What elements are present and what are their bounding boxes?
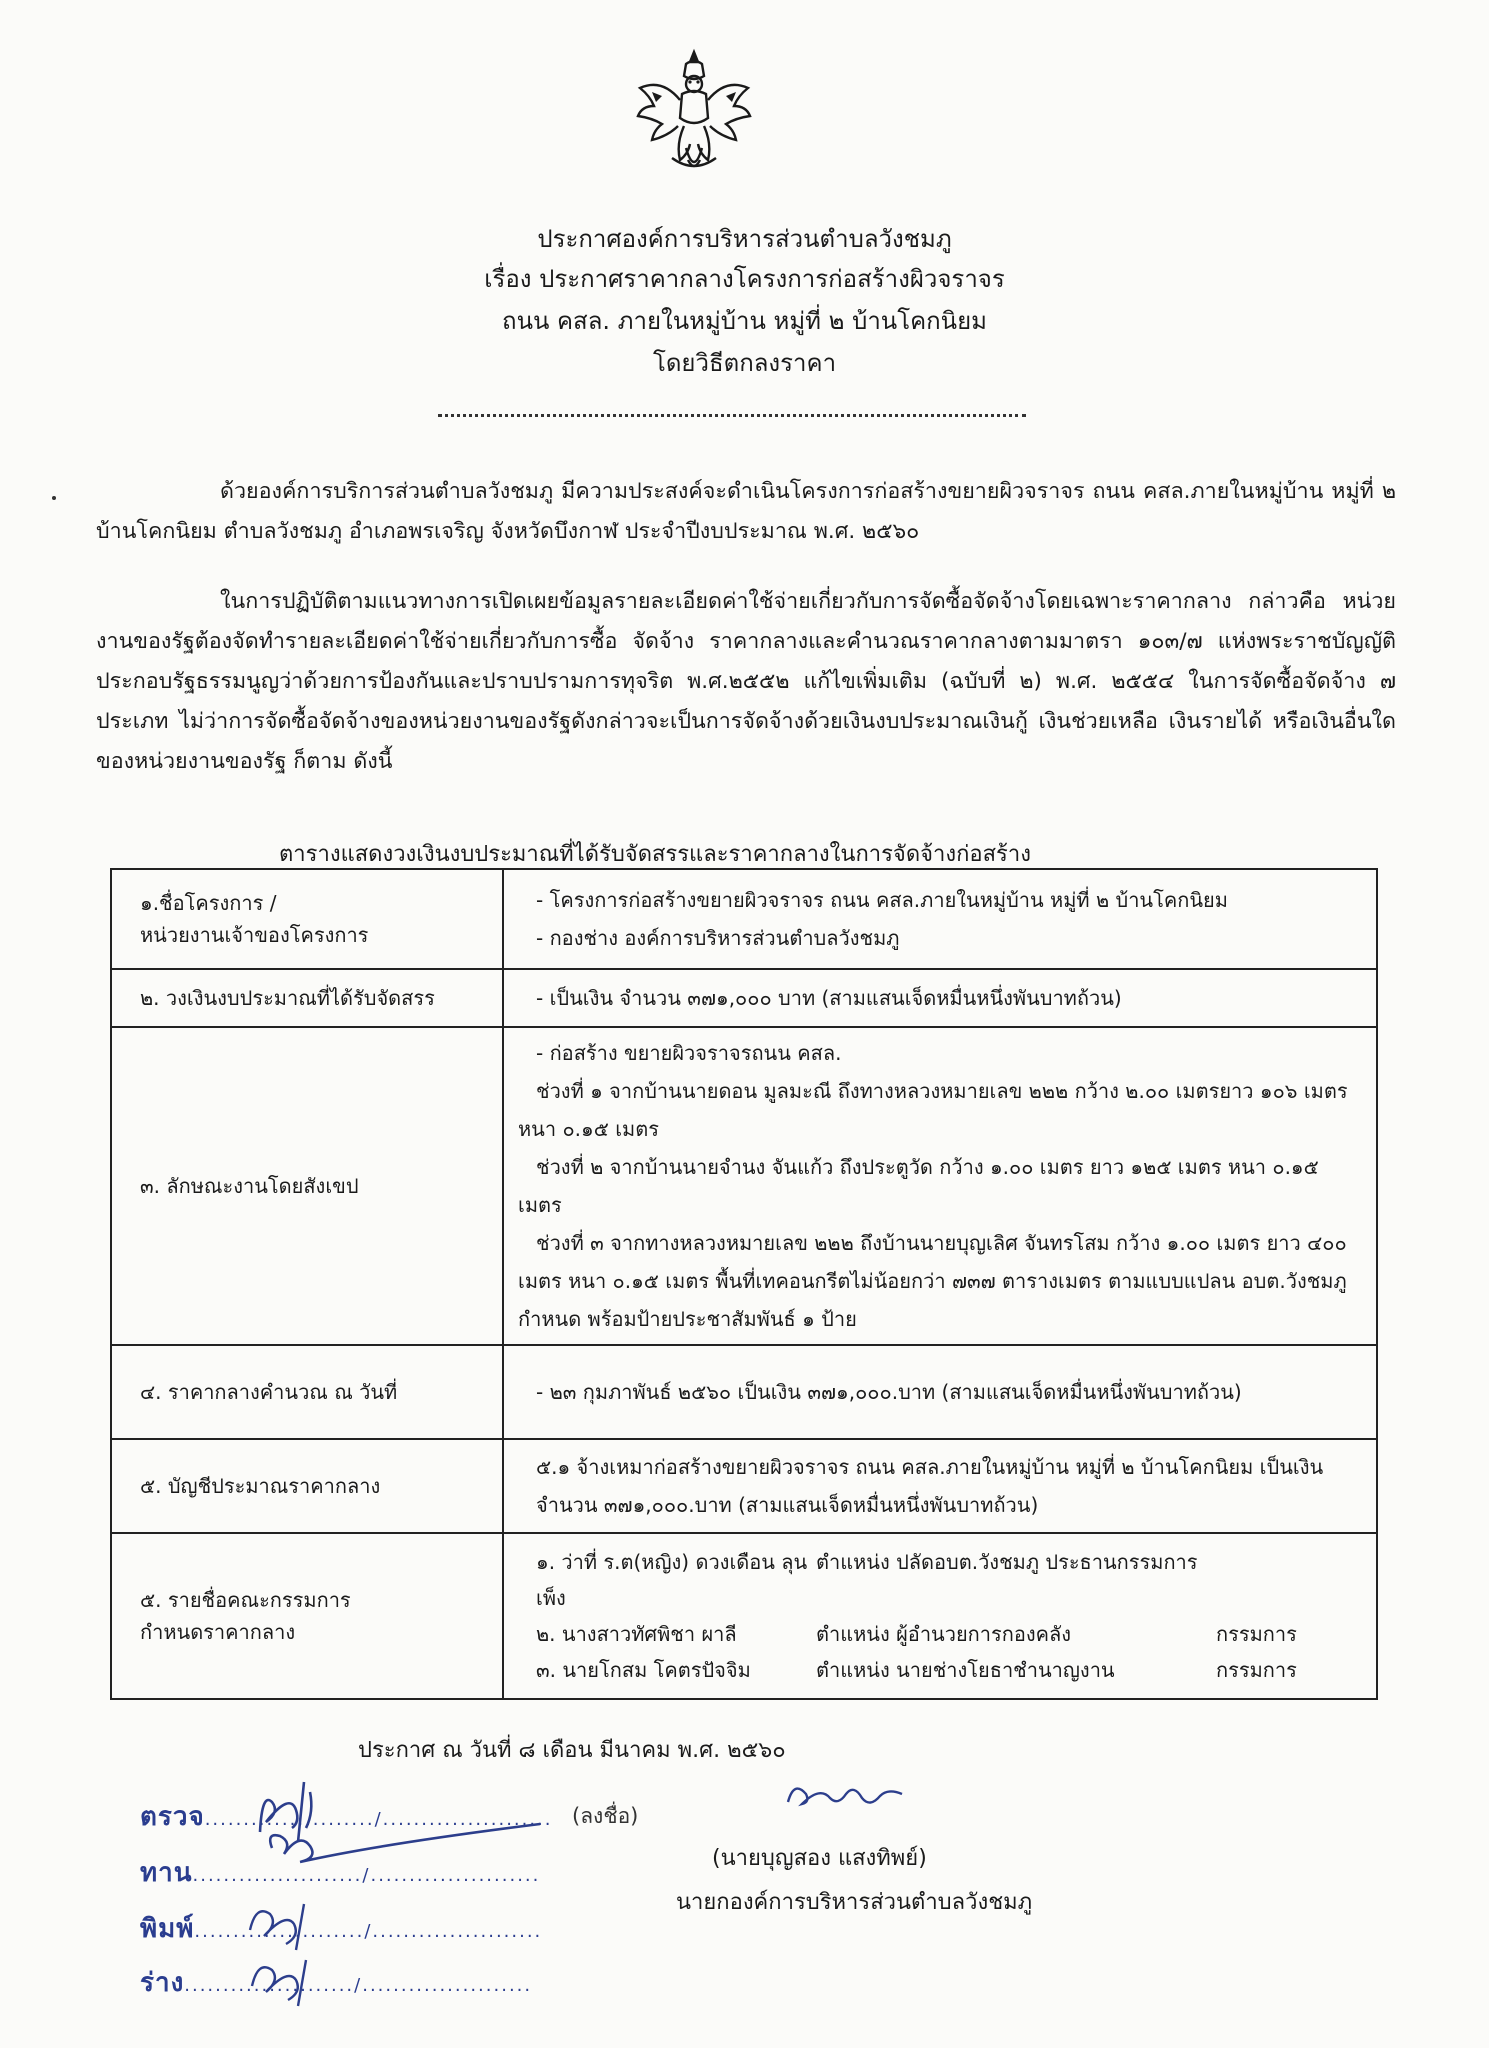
signer-name: (นายบุญสอง แสงทิพย์) [712,1846,927,1871]
member-role: กรรมการ [1216,1658,1297,1682]
stamp-slash: / [374,1809,383,1830]
row-value [503,869,1377,969]
median-date-label: ๔. ราคากลางคำนวณ ณ วันที่ [111,1345,503,1439]
signer-title: นายกองค์การบริหารส่วนตำบลวังชมภู [676,1890,1033,1915]
header-subject: เรื่อง ประกาศราคากลางโครงการก่อสร้างผิวจราจร [484,265,1005,293]
body-paragraph [96,582,1396,782]
member-position: ตำแหน่ง นายช่างโยธาชำนาญงาน [816,1658,1115,1682]
stamp-print-row [140,1908,542,1949]
committee-list [503,1533,1377,1699]
committee-member [518,1616,1354,1652]
scope-label: ๓. ลักษณะงานโดยสังเขป [111,1027,503,1345]
stamp-dots: ...................... [184,1975,355,1996]
header-title: ประกาศองค์การบริหารส่วนตำบลวังชมภู [537,225,952,253]
median-date-value [503,1345,1377,1439]
stamp-dots: ...................... [194,1921,365,1942]
budget-amount: - เป็นเงิน จำนวน ๓๗๑,๐๐๐ บาท (สามแสนเจ็ดหมื่นหนึ่งพันบาทถ้วน) [536,986,1122,1010]
stamp-check-row [140,1796,553,1837]
header-divider [438,414,1026,417]
project-name: - โครงการก่อสร้างขยายผิวจราจร ถนน คสล.ภายในหมู่บ้าน หมู่ที่ ๒ บ้านโคกนิยม [536,888,1228,912]
member-position: ตำแหน่ง ปลัดอบต.วังชมภู ประธานกรรมการ [816,1550,1198,1574]
stamp-dots: ...................... [370,1865,541,1886]
stamp-dots: ...................... [382,1809,553,1830]
committee-label-a: ๕. รายชื่อคณะกรรมการ [140,1588,351,1612]
estimate-value [503,1439,1377,1533]
table-row [111,1439,1377,1533]
paragraph-2: ในการปฏิบัติตามแนวทางการเปิดเผยข้อมูลรายละเอียดค่าใช้จ่ายเกี่ยวกับการจัดซื้อจัดจ้างโดยเฉพาะราคากลาง กล่าวคือ หน่วยงานของรัฐต้องจัดทำรายละเอียดค่าใช้จ่ายเกี่ยวกับการซื้อ จัดจ้าง ราคากลางและคำนวณราคากลางตามมาตรา ๑๐๓/๗ แห่งพระราชบัญญัติประกอบรัฐธรรมนูญว่าด้วยการป้องกันและปราบปรามการทุจริต พ.ศ.๒๕๕๒ แก้ไขเพิ่มเติม (ฉบับที่ ๒) พ.ศ. ๒๕๕๔ ในการจัดซื้อจัดจ้าง ๗ ประเภท ไม่ว่าการจัดซื้อจัดจ้างของหน่วยงานของรัฐดังกล่าวจะเป็นการจัดจ้างด้วยเงินงบประมาณเงินกู้ เงินช่วยเหลือ เงินรายได้ หรือเงินอื่นใดของหน่วยงานของรัฐ ก็ตาม ดังนี้ [96,589,1396,774]
paragraph-1: ด้วยองค์การบริการส่วนตำบลวังชมภู มีความประสงค์จะดำเนินโครงการก่อสร้างขยายผิวจราจร ถนน คสล.ภายในหมู่บ้าน หมู่ที่ ๒ บ้านโคกนิยม ตำบลวังชมภู อำเภอพรเจริญ จังหวัดบึงกาฬ ประจำปีงบประมาณ พ.ศ. ๒๕๖๐ [96,479,1396,544]
row-label [111,869,503,969]
stamp-slash: / [364,1921,373,1942]
announcement-date: ประกาศ ณ วันที่ ๘ เดือน มีนาคม พ.ศ. ๒๕๖๐ [358,1738,786,1763]
scope-section-3-text: ช่วงที่ ๓ จากทางหลวงหมายเลข ๒๒๒ ถึงบ้านนายบุญเลิศ จันทรโสม กว้าง ๑.๐๐ เมตร ยาว ๔๐๐ เมตร หนา ๐.๑๕ เมตร พื้นที่เทคอนกรีตไม่น้อยกว่า ๗๓๗ ตารางเมตร ตามแบบแปลน อบต.วังชมภู กำหนด พร้อมป้ายประชาสัมพันธ์ ๑ ป้าย [518,1231,1347,1331]
table-row [111,1345,1377,1439]
budget-label: ๒. วงเงินงบประมาณที่ได้รับจัดสรร [111,969,503,1027]
header-method: โดยวิธีตกลงราคา [652,349,837,377]
member-role: กรรมการ [1216,1622,1297,1646]
stamp-review-row [140,1852,540,1893]
stamp-dots: ...................... [362,1975,533,1996]
member-name: ๒. นางสาวทัศพิชา ผาลี [536,1622,737,1646]
owner-label: หน่วยงานเจ้าของโครงการ [140,923,369,947]
median-date-text: - ๒๓ กุมภาพันธ์ ๒๕๖๐ เป็นเงิน ๓๗๑,๐๐๐.บาท (สามแสนเจ็ดหมื่นหนึ่งพันบาทถ้วน) [536,1380,1242,1404]
stamp-dots: ...................... [192,1865,363,1886]
header-road: ถนน คสล. ภายในหมู่บ้าน หมู่ที่ ๒ บ้านโคกนิยม [502,307,987,335]
stamp-dots: ...................... [204,1809,375,1830]
stamp-slash: / [362,1865,371,1886]
committee-member [518,1652,1354,1688]
scope-section-2-text: ช่วงที่ ๒ จากบ้านนายจำนง จันแก้ว ถึงประตูวัด กว้าง ๑.๐๐ เมตร ยาว ๑๒๕ เมตร หนา ๐.๑๕ เมตร [518,1155,1319,1217]
stamp-print-label: พิมพ์ [140,1914,195,1944]
committee-label [111,1533,503,1699]
member-position: ตำแหน่ง ผู้อำนวยการกองคลัง [816,1622,1072,1646]
scope-section-3 [518,1224,1354,1338]
committee-member [518,1544,1354,1616]
stamp-review-label: ทาน [140,1858,193,1888]
member-name: ๑. ว่าที่ ร.ต(หญิง) ดวงเดือน ลุนเพ็ง [536,1550,808,1610]
scope-section-1-text: ช่วงที่ ๑ จากบ้านนายดอน มูลมะณี ถึงทางหลวงหมายเลข ๒๒๒ กว้าง ๒.๐๐ เมตรยาว ๑๐๖ เมตร หนา ๐.๑๕ เมตร [518,1079,1348,1141]
mayor-signature-icon [780,1772,920,1818]
estimate-text: ๕.๑ จ้างเหมาก่อสร้างขยายผิวจราจร ถนน คสล.ภายในหมู่บ้าน หมู่ที่ ๒ บ้านโคกนิยม เป็นเงิน จำนวน ๓๗๑,๐๐๐.บาท (สามแสนเจ็ดหมื่นหนึ่งพันบาทถ้วน) [536,1455,1324,1517]
stamp-draft-row [140,1962,532,2003]
stamp-check-label: ตรวจ [140,1802,205,1832]
scope-value [503,1027,1377,1345]
project-owner: - กองช่าง องค์การบริหารส่วนตำบลวังชมภู [536,926,900,950]
budget-table [110,868,1378,1700]
stamp-slash: / [354,1975,363,1996]
scope-item: - ก่อสร้าง ขยายผิวจราจรถนน คสล. [536,1041,842,1065]
budget-value [503,969,1377,1027]
stamp-dots: ...................... [372,1921,543,1942]
table-row [111,969,1377,1027]
committee-label-b: กำหนดราคากลาง [140,1620,296,1644]
table-row [111,1533,1377,1699]
table-row [111,869,1377,969]
sign-label: (ลงชื่อ) [572,1804,639,1828]
table-caption: ตารางแสดงวงเงินงบประมาณที่ได้รับจัดสรรและราคากลางในการจัดจ้างก่อสร้าง [279,842,1031,867]
table-row [111,1027,1377,1345]
garuda-emblem-icon [632,48,756,180]
member-name: ๓. นายโกสม โคตรปัจจิม [536,1658,751,1682]
scope-section-1 [518,1072,1354,1148]
speck [52,496,56,500]
intro-paragraph [96,472,1396,552]
estimate-label: ๕. บัญชีประมาณราคากลาง [111,1439,503,1533]
scope-section-2 [518,1148,1354,1224]
project-label: ๑.ชื่อโครงการ / [140,891,277,915]
stamp-draft-label: ร่าง [140,1968,185,1998]
